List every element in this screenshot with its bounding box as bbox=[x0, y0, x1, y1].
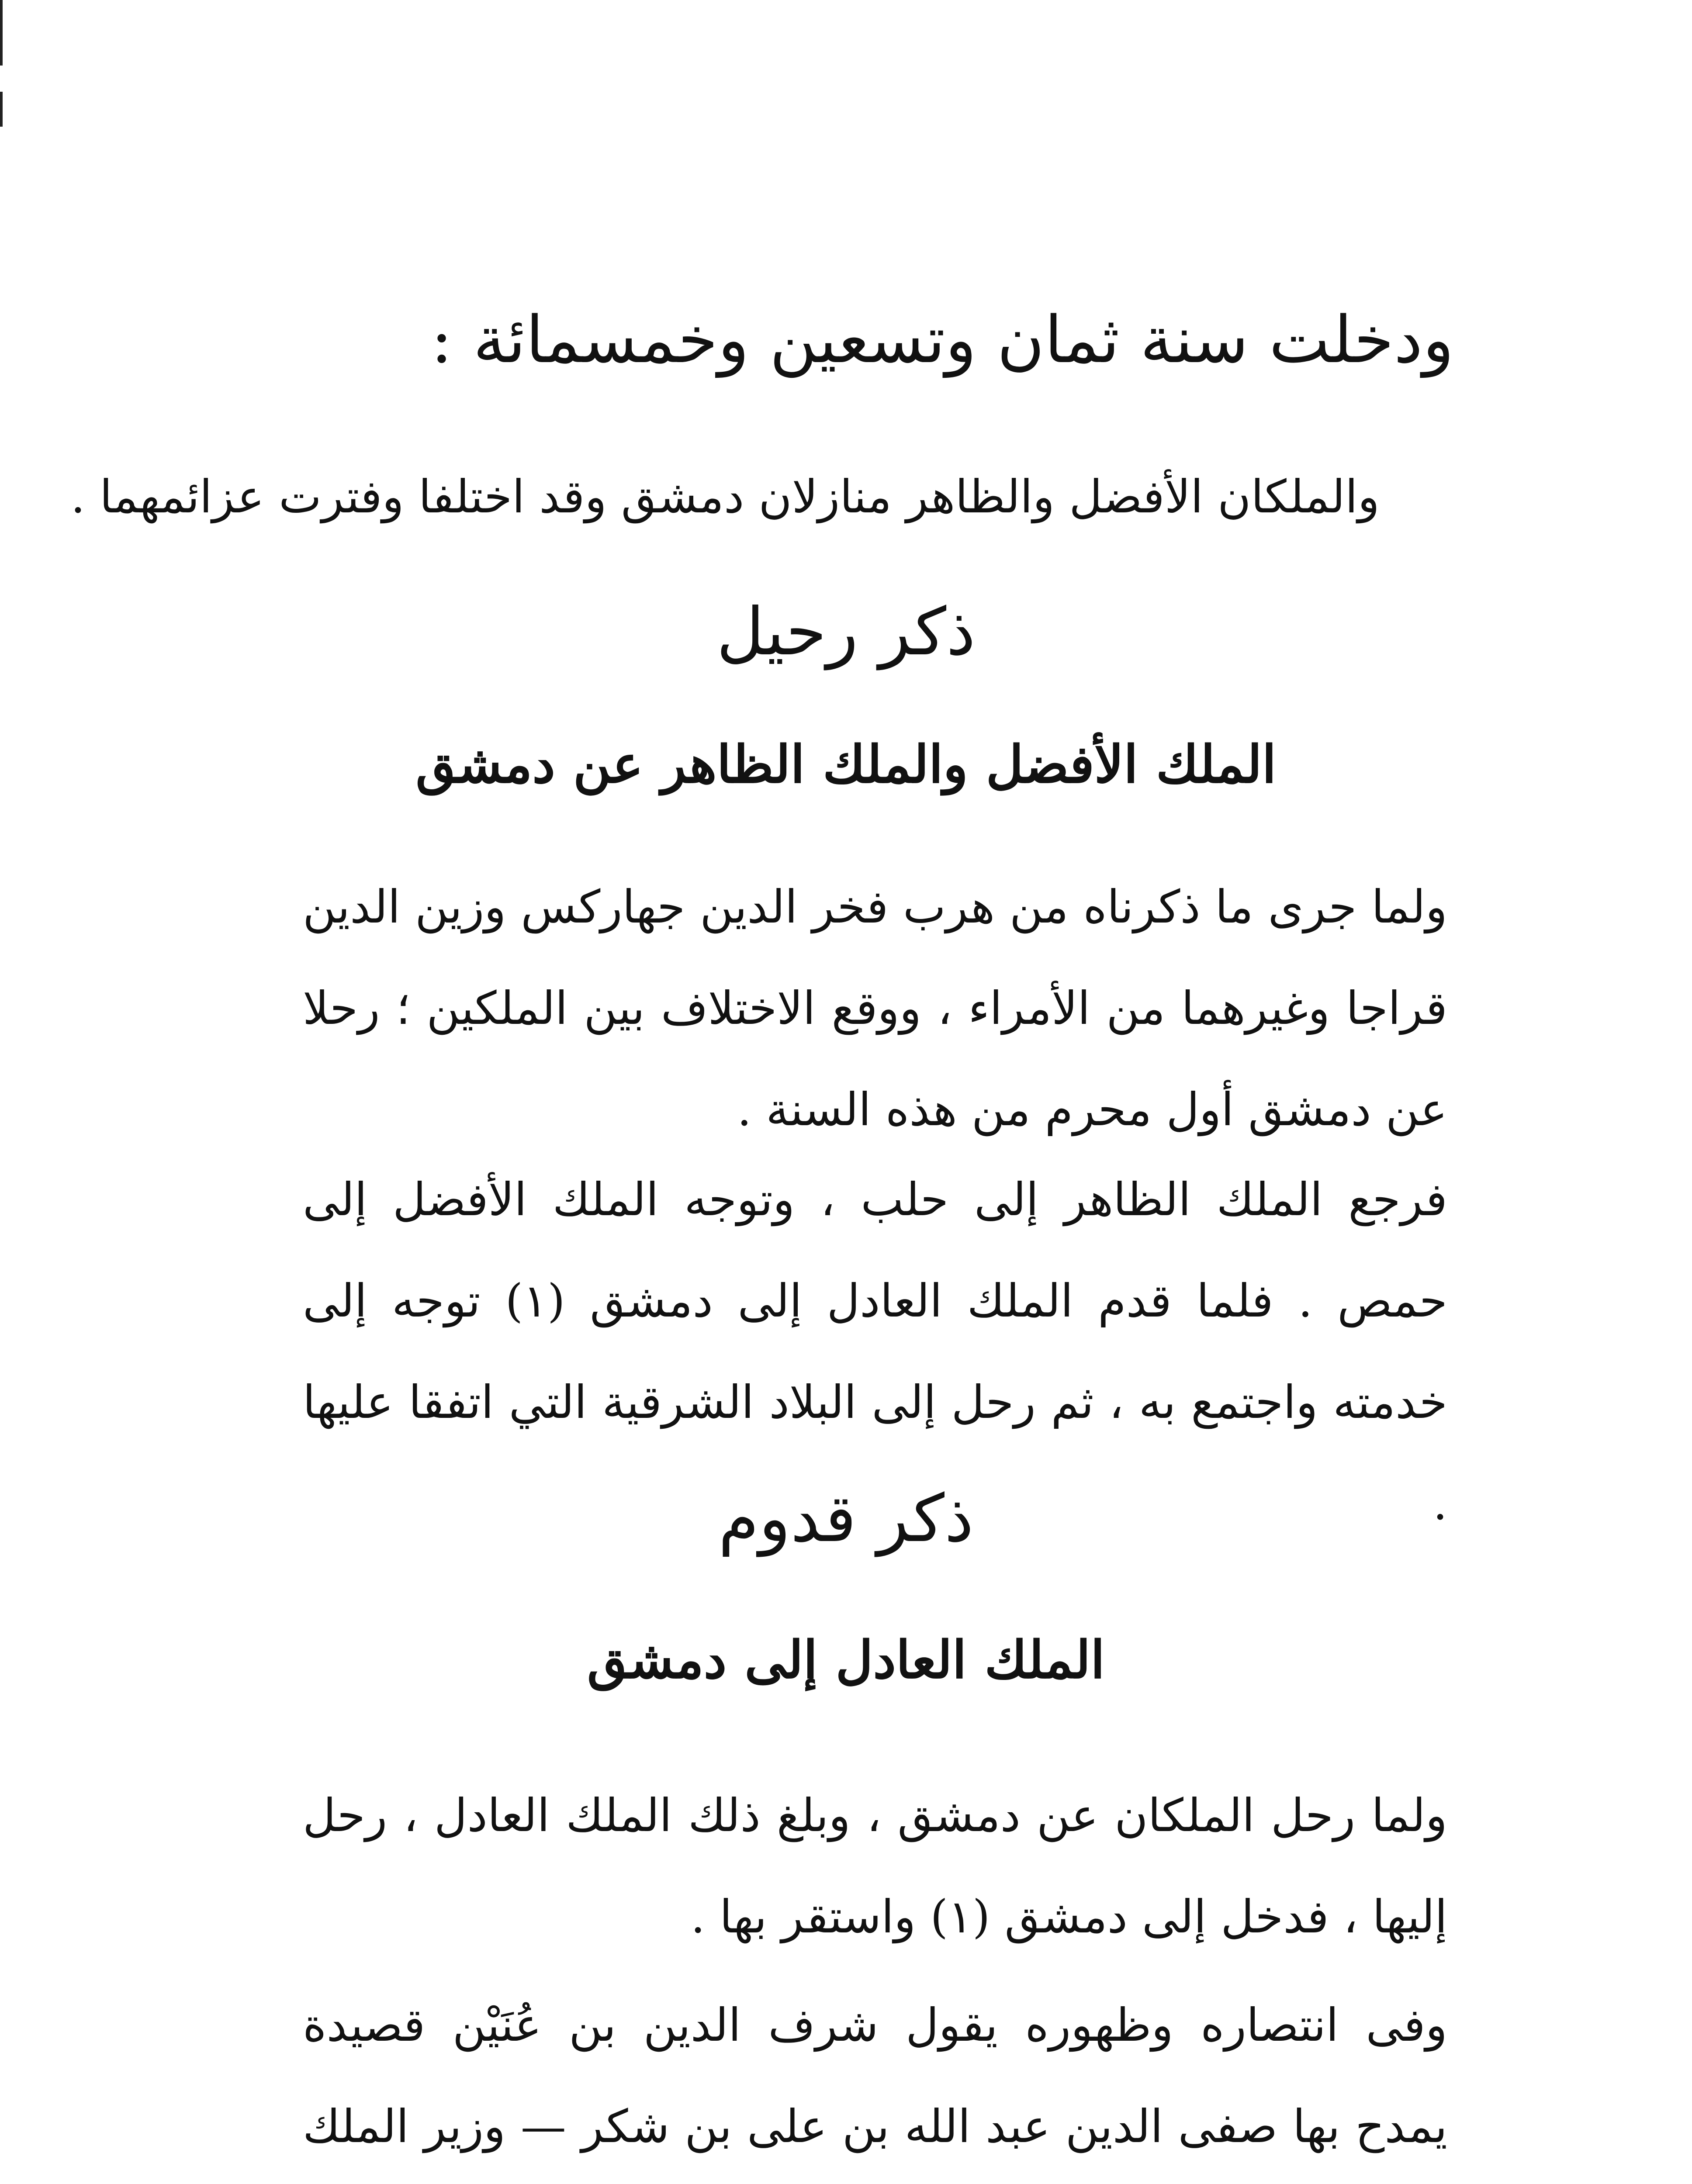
page-edge-mark bbox=[0, 92, 3, 127]
section-heading: ذكر رحيل bbox=[716, 594, 976, 670]
section-subheading: الملك العادل إلى دمشق bbox=[587, 1629, 1105, 1690]
intro-line: والملكان الأفضل والظاهر منازلان دمشق وقد اختلفا وفترت عزائمهما . bbox=[70, 470, 1380, 523]
paragraph-text: فرجع الملك الظاهر إلى حلب ، وتوجه الملك الأفضل إلى حمص . فلما قدم الملك العادل إلى دمشق (١) توجه إلى خدمته واجتمع به ، ثم رحل إلى البلاد الشرقية التي اتفقا عليها . bbox=[303, 1173, 1448, 1530]
paragraph bbox=[303, 1974, 1447, 2184]
section-subheading: الملك الأفضل والملك الظاهر عن دمشق bbox=[415, 734, 1277, 795]
page-edge-mark bbox=[0, 0, 3, 66]
paragraph bbox=[303, 856, 1447, 1160]
year-heading: ودخلت سنة ثمان وتسعين وخمسمائة : bbox=[431, 302, 1454, 377]
paragraph-text: ولما رحل الملكان عن دمشق ، وبلغ ذلك الملك العادل ، رحل إليها ، فدخل إلى دمشق (١) واستقر بها . bbox=[303, 1789, 1447, 1943]
section-heading: ذكر قدوم bbox=[718, 1481, 974, 1557]
paragraph-text: ولما جرى ما ذكرناه من هرب فخر الدين جهاركس وزين الدين قراجا وغيرهما من الأمراء ، ووقع الاختلاف بين الملكين ؛ رحلا عن دمشق أول محرم من هذه السنة . bbox=[303, 880, 1447, 1136]
paragraph bbox=[303, 1765, 1447, 1967]
paragraph-text: وفى انتصاره وظهوره يقول شرف الدين بن عُنَيْن قصيدة يمدح بها صفى الدين عبد الله بن على بن شكر — وزير الملك bbox=[303, 1998, 1447, 2153]
